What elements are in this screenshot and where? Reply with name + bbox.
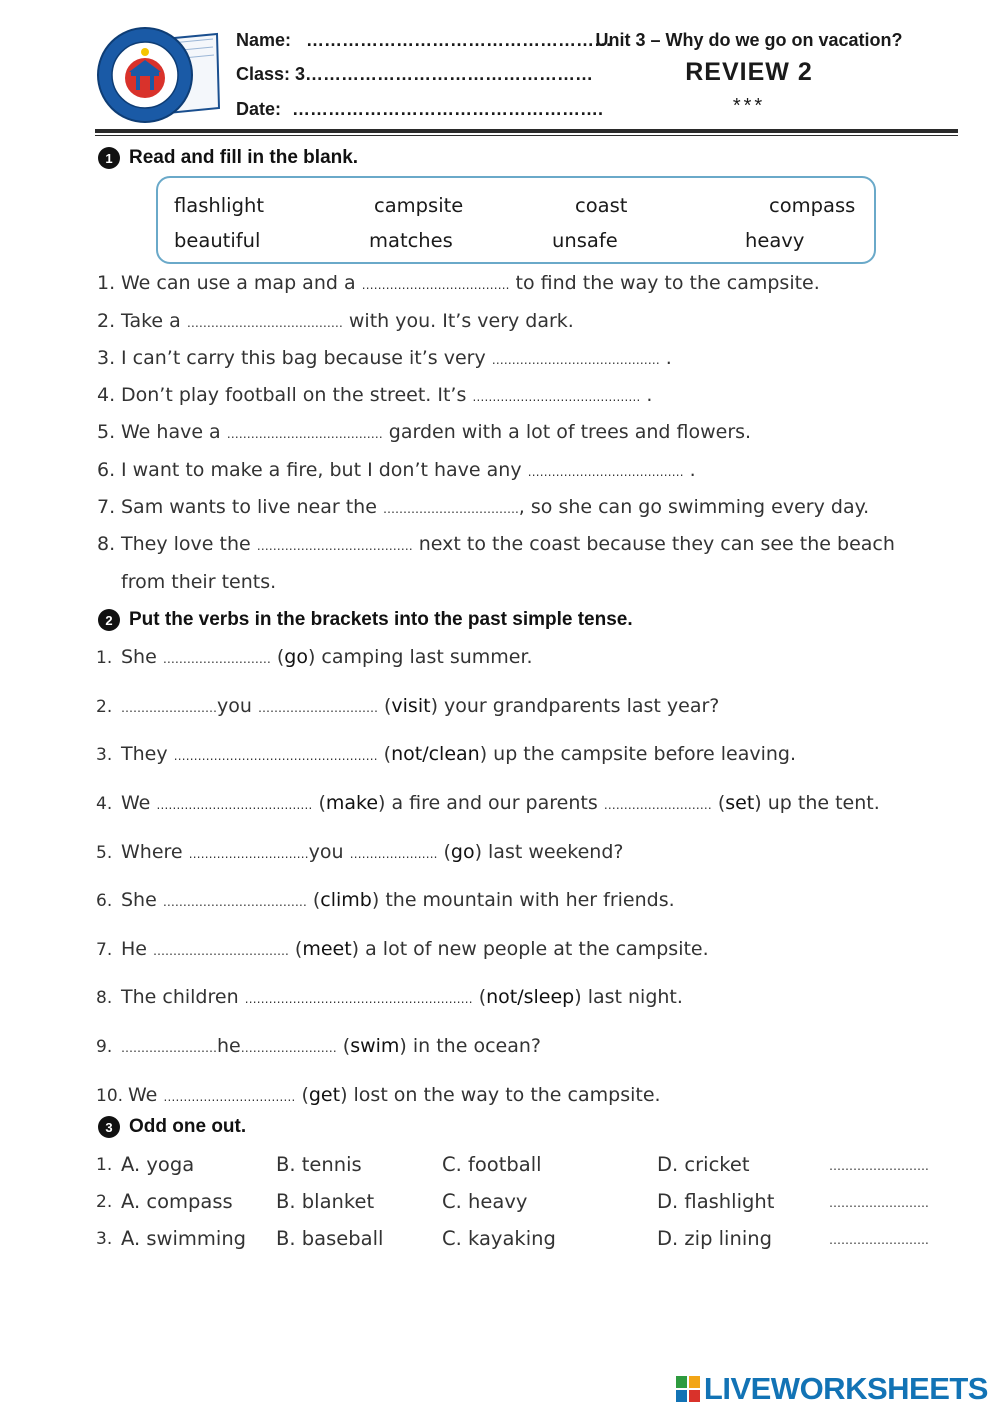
word-bank-item: heavy <box>745 229 805 252</box>
name-blank[interactable]: …………………………………………… <box>306 30 613 50</box>
odd-one-option-b: B. blanket <box>276 1190 375 1213</box>
section3-title: Odd one out. <box>129 1116 247 1137</box>
fill-blank-item <box>97 459 957 481</box>
sentence-text: ( <box>312 792 326 814</box>
answer-blank[interactable]: ………………………………… <box>256 539 413 553</box>
odd-one-option-d: D. zip lining <box>657 1227 772 1250</box>
odd-one-option-d: D. cricket <box>657 1153 750 1176</box>
verb-item <box>96 1035 956 1057</box>
stars: *** <box>732 95 766 117</box>
item-number: 5. <box>97 421 116 443</box>
odd-one-option-d: D. flashlight <box>657 1190 775 1213</box>
section3-badge: 3 <box>98 1116 120 1138</box>
sentence-text: ( <box>437 841 451 863</box>
verb-item <box>96 938 956 960</box>
fill-blank-item <box>97 421 957 443</box>
sentence-text: ) lost on the way to the campsite. <box>340 1084 661 1106</box>
sentence-start: Don’t play football on the street. It’s <box>121 384 473 406</box>
odd-one-option-a: A. compass <box>121 1190 233 1213</box>
sentence-end: next to the coast because they can see the beach <box>412 533 895 555</box>
item-number: 2. <box>96 1192 113 1212</box>
verb-item <box>96 646 956 668</box>
sentence-start: I can’t carry this bag because it’s very <box>121 347 492 369</box>
sentence-text: We <box>121 792 157 814</box>
fill-blank-item <box>97 384 957 406</box>
item-number: 3. <box>96 1229 113 1249</box>
answer-blank[interactable]: ………………………………… <box>527 465 684 479</box>
sentence-text: Where <box>121 841 189 863</box>
answer-blank[interactable]: ……………………… <box>603 798 712 812</box>
odd-one-option-a: A. yoga <box>121 1153 195 1176</box>
verb-item <box>96 792 956 814</box>
sentence-text: you <box>217 695 258 717</box>
item-number: 2. <box>96 697 113 717</box>
answer-blank[interactable]: ……………………. <box>829 1233 929 1247</box>
sentence-text: ( <box>377 743 392 765</box>
sentence-text: ) the mountain with her friends. <box>371 889 675 911</box>
sentence-text: We <box>128 1084 164 1106</box>
class-field[interactable] <box>236 64 593 85</box>
sentence-text: ) in the ocean? <box>399 1035 541 1057</box>
item-number: 1. <box>97 272 116 294</box>
sentence-text: She <box>121 889 163 911</box>
fill-blank-item <box>97 533 957 555</box>
section1-title: Read and fill in the blank. <box>129 147 359 168</box>
base-verb: go <box>284 646 308 668</box>
answer-blank[interactable]: …………………… <box>121 701 217 715</box>
section1-badge: 1 <box>98 147 120 169</box>
school-logo <box>95 22 223 128</box>
answer-blank[interactable]: ……………………………. <box>153 944 289 958</box>
date-label: Date: <box>236 99 282 119</box>
header-rule <box>95 129 958 133</box>
class-label: Class: 3 <box>236 64 306 84</box>
answer-blank[interactable]: ………………………………. <box>361 278 510 292</box>
fill-blank-item <box>97 310 957 332</box>
word-bank-item: compass <box>769 194 856 217</box>
sentence-text: ) last weekend? <box>474 841 624 863</box>
item-number: 8. <box>97 533 116 555</box>
word-bank-item: unsafe <box>552 229 618 252</box>
sentence-text: ( <box>270 646 285 668</box>
liveworksheets-text: LIVEWORKSHEETS <box>703 1371 988 1406</box>
answer-blank[interactable]: ……………………. <box>829 1159 929 1173</box>
base-verb: get <box>308 1084 341 1106</box>
liveworksheets-icon <box>676 1376 700 1402</box>
base-verb: meet <box>302 938 352 960</box>
sentence-start: Take a <box>121 310 187 332</box>
sentence-start: I want to make a fire, but I don’t have any <box>121 459 528 481</box>
sentence-text: ) up the campsite before leaving. <box>479 743 796 765</box>
item-number: 7. <box>97 496 116 518</box>
verb-item <box>96 695 956 717</box>
item-number: 3. <box>97 347 116 369</box>
item-number: 8. <box>96 988 113 1008</box>
answer-blank[interactable]: ………………………… <box>257 701 378 715</box>
word-bank-item: beautiful <box>174 229 261 252</box>
sentence-text: They <box>121 743 174 765</box>
item-number: 6. <box>96 891 113 911</box>
base-verb: set <box>725 792 755 814</box>
answer-blank[interactable]: …………………………………… <box>472 390 641 404</box>
answer-blank[interactable]: …………………………………………… <box>173 749 378 763</box>
review-title: REVIEW 2 <box>685 58 813 86</box>
sentence-end: to find the way to the campsite. <box>509 272 820 294</box>
section2-badge: 2 <box>98 609 120 631</box>
word-bank-item: campsite <box>374 194 464 217</box>
item-number: 4. <box>96 794 113 814</box>
verb-item <box>96 986 956 1008</box>
item-number: 4. <box>97 384 116 406</box>
sentence-text: ( <box>377 695 392 717</box>
item-number: 2. <box>97 310 116 332</box>
sentence-end: , so she can go swimming every day. <box>518 496 870 518</box>
odd-one-option-b: B. tennis <box>276 1153 362 1176</box>
answer-blank[interactable]: ………………………………………………… <box>244 992 473 1006</box>
answer-blank[interactable]: ……………………… <box>162 652 271 666</box>
base-verb: make <box>325 792 379 814</box>
word-bank <box>156 176 876 264</box>
sentence-text: ( <box>472 986 487 1008</box>
sentence-text: ) up the tent. <box>754 792 880 814</box>
fill-blank-item <box>97 496 957 518</box>
sentence-text: ( <box>336 1035 351 1057</box>
section2-title: Put the verbs in the brackets into the past simple tense. <box>129 609 633 630</box>
sentence-text: ) your grandparents last year? <box>430 695 720 717</box>
sentence-end: with you. It’s very dark. <box>342 310 574 332</box>
verb-item <box>96 743 956 765</box>
item-number: 6. <box>97 459 116 481</box>
answer-blank[interactable]: …………………… <box>240 1041 337 1055</box>
word-bank-item: coast <box>575 194 628 217</box>
sentence-start: We can use a map and a <box>121 272 362 294</box>
odd-one-option-a: A. swimming <box>121 1227 247 1250</box>
sentence-start: We have a <box>121 421 227 443</box>
fill-blank-item <box>97 272 957 294</box>
answer-blank[interactable]: …………………………………… <box>491 353 660 367</box>
fill-blank-item <box>97 347 957 369</box>
header-rule-thin <box>95 135 958 136</box>
date-field[interactable] <box>236 99 603 120</box>
date-blank[interactable]: ……………………………………………. <box>292 99 604 119</box>
sentence-text: ) last night. <box>574 986 683 1008</box>
sentence-text: ( <box>711 792 726 814</box>
section1-heading <box>98 147 358 169</box>
sentence-text: He <box>121 938 154 960</box>
sentence-text: you <box>308 841 350 863</box>
item-number: 1. <box>96 1155 113 1175</box>
name-field[interactable] <box>236 30 612 51</box>
item-number: 1. <box>96 648 113 668</box>
sentence-text: ( <box>295 1084 309 1106</box>
sentence-text: ) a fire and our parents <box>378 792 604 814</box>
odd-one-option-c: C. football <box>442 1153 542 1176</box>
sentence-end: . <box>683 459 696 481</box>
item-number: 3. <box>96 745 113 765</box>
answer-blank[interactable]: ……………………. <box>829 1196 929 1210</box>
base-verb: go <box>450 841 475 863</box>
verb-item <box>96 889 956 911</box>
sentence-text: he <box>217 1035 241 1057</box>
answer-blank[interactable]: ………………………………… <box>186 316 343 330</box>
answer-blank[interactable]: ………………………………… <box>226 427 383 441</box>
sentence-text: ) camping last summer. <box>307 646 533 668</box>
sentence-start: They love the <box>121 533 257 555</box>
sentence-end: . <box>659 347 672 369</box>
answer-blank[interactable]: ……………………………. <box>382 502 519 516</box>
item-number: 9. <box>96 1037 113 1057</box>
sentence-text: She <box>121 646 163 668</box>
section1-item8-continuation: from their tents. <box>121 571 277 593</box>
answer-blank[interactable]: …………………………… <box>163 1090 296 1104</box>
item-number: 5. <box>96 843 113 863</box>
odd-one-option-b: B. baseball <box>276 1227 384 1250</box>
answer-blank[interactable]: ……………………………… <box>162 895 307 909</box>
answer-blank[interactable]: …………………… <box>121 1041 217 1055</box>
base-verb: visit <box>391 695 431 717</box>
item-number: 10. <box>96 1086 124 1106</box>
odd-one-option-c: C. heavy <box>442 1190 528 1213</box>
base-verb: not/sleep <box>486 986 575 1008</box>
sentence-text: ( <box>288 938 303 960</box>
name-label: Name: <box>236 30 292 50</box>
base-verb: swim <box>350 1035 400 1057</box>
section2-heading <box>98 609 633 631</box>
answer-blank[interactable]: …………………. <box>349 847 438 861</box>
liveworksheets-logo[interactable] <box>676 1372 988 1406</box>
unit-title: Unit 3 – Why do we go on vacation? <box>595 30 903 50</box>
base-verb: not/clean <box>391 743 480 765</box>
word-bank-item: flashlight <box>174 194 264 217</box>
verb-item <box>96 841 956 863</box>
odd-one-option-c: C. kayaking <box>442 1227 556 1250</box>
sentence-text: The children <box>121 986 245 1008</box>
base-verb: climb <box>320 889 372 911</box>
sentence-start: Sam wants to live near the <box>121 496 383 518</box>
item-number: 7. <box>96 940 113 960</box>
class-blank[interactable]: ………………………………………… <box>305 64 594 84</box>
sentence-end: . <box>640 384 653 406</box>
answer-blank[interactable]: ………………………… <box>188 847 309 861</box>
verb-item <box>96 1084 956 1106</box>
sentence-end: garden with a lot of trees and flowers. <box>382 421 752 443</box>
section3-heading <box>98 1116 246 1138</box>
answer-blank[interactable]: ………………………………… <box>156 798 313 812</box>
sentence-text: ( <box>306 889 321 911</box>
word-bank-item: matches <box>369 229 453 252</box>
sentence-text: ) a lot of new people at the campsite. <box>351 938 709 960</box>
